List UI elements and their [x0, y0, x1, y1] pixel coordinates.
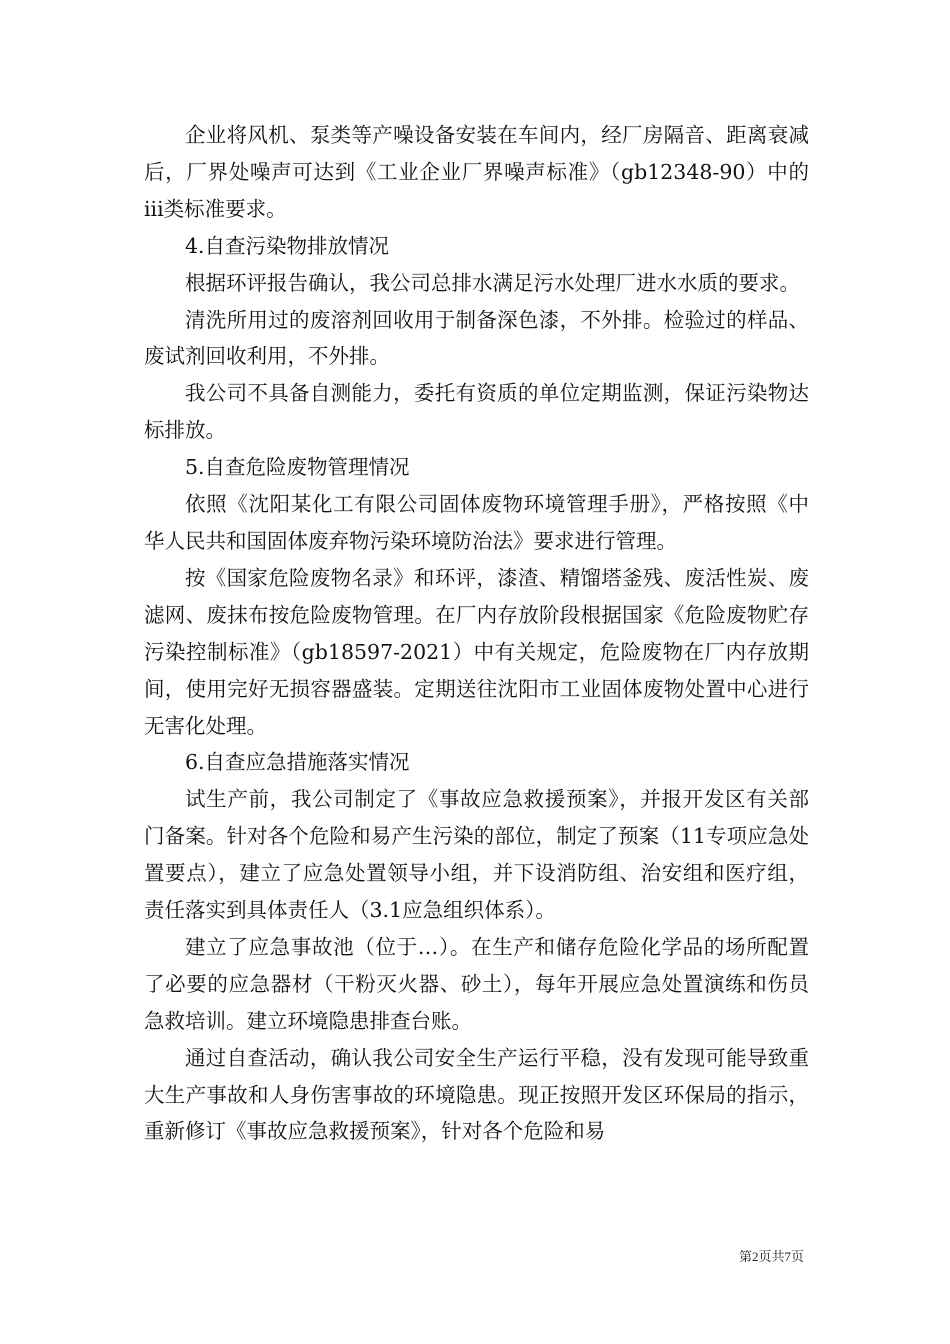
paragraph-monitoring: 我公司不具备自测能力，委托有资质的单位定期监测，保证污染物达标排放。: [144, 381, 809, 443]
paragraph-emergency-plan: 试生产前，我公司制定了《事故应急救援预案》，并报开发区有关部门备案。针对各个危险和易产生污染的部位，制定了预案（11专项应急处置要点），建立了应急处置领导小组，并下设消防组、治安组和医疗组，责任落实到具体责任人（3.1应急组织体系）。: [144, 787, 809, 923]
paragraph-drainage: 根据环评报告确认，我公司总排水满足污水处理厂进水水质的要求。: [185, 270, 800, 295]
document-body: [144, 117, 809, 1150]
paragraph-self-inspection: 通过自查活动，确认我公司安全生产运行平稳，没有发现可能导致重大生产事故和人身伤害事故的环境隐患。现正按照开发区环保局的指示，重新修订《事故应急救援预案》，针对各个危险和易: [144, 1045, 809, 1144]
paragraph-solvent-recovery: 清洗所用过的废溶剂回收用于制备深色漆，不外排。检验过的样品、废试剂回收利用，不外排。: [144, 307, 809, 369]
paragraph-noise-control: 企业将风机、泵类等产噪设备安装在车间内，经厂房隔音、距离衰减后，厂界处噪声可达到《工业企业厂界噪声标准》（gb12348-90）中的iii类标准要求。: [144, 123, 809, 221]
page-number: 第2页共7页: [738, 1249, 804, 1264]
heading-hazardous-waste: 5.自查危险废物管理情况: [185, 455, 410, 480]
heading-emergency-measures: 6.自查应急措施落实情况: [185, 750, 410, 775]
paragraph-waste-manual: 依照《沈阳某化工有限公司固体废物环境管理手册》，严格按照《中华人民共和国固体废弃物污染环境防治法》要求进行管理。: [144, 492, 809, 553]
paragraph-waste-storage: 按《国家危险废物名录》和环评，漆渣、精馏塔釜残、废活性炭、废滤网、废抹布按危险废物管理。在厂内存放阶段根据国家《危险废物贮存污染控制标准》（gb18597-2021）中有关规定，危险废物在厂内存放期间，使用完好无损容器盛装。定期送往沈阳市工业固体废物处置中心进行无害化处理。: [144, 565, 809, 738]
paragraph-emergency-pool: 建立了应急事故池（位于…）。在生产和储存危险化学品的场所配置了必要的应急器材（干粉灭火器、砂土），每年开展应急处置演练和伤员急救培训。建立环境隐患排查台账。: [144, 934, 809, 1033]
heading-pollutant-discharge: 4.自查污染物排放情况: [185, 233, 390, 258]
